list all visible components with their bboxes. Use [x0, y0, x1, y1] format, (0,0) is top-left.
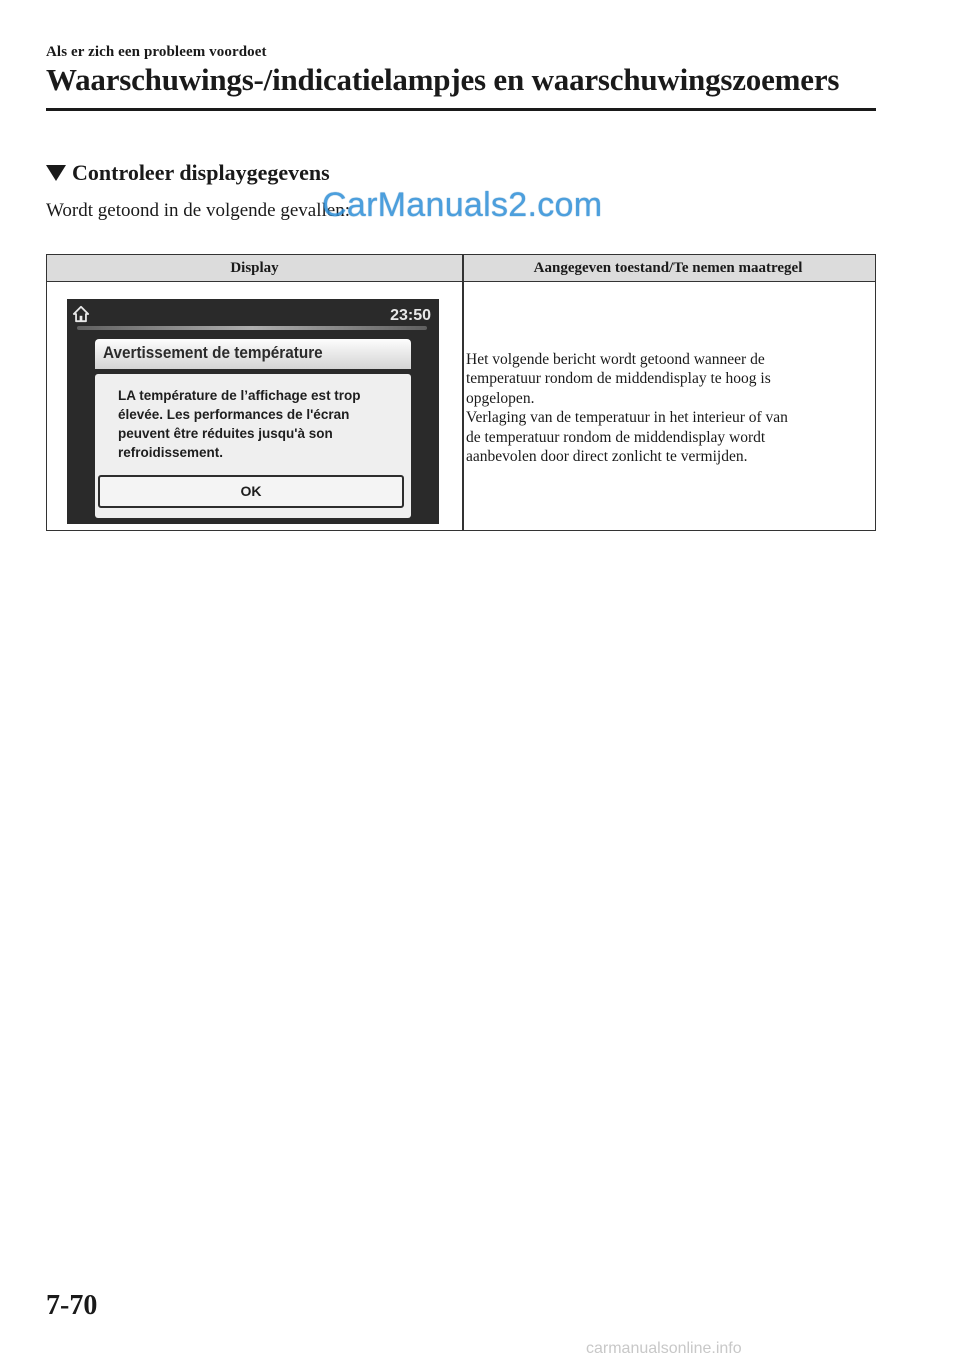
- column-divider: [462, 255, 464, 530]
- description-line: opgelopen.: [466, 389, 535, 407]
- ok-button[interactable]: OK: [98, 475, 404, 508]
- action-description: [466, 350, 861, 466]
- message-line: peuvent être réduites jusqu'à son: [118, 426, 333, 441]
- description-line: temperatuur rondom de middendisplay te hoog is: [466, 370, 771, 388]
- header-action: Aangegeven toestand/Te nemen maatregel: [533, 260, 803, 276]
- message-line: refroidissement.: [118, 445, 224, 460]
- header-rule: [46, 108, 876, 111]
- table-header: [47, 255, 875, 282]
- message-line: LA température de l’affichage est trop: [118, 388, 361, 403]
- subsection-title: Controleer displaygegevens: [72, 160, 330, 185]
- intro-text: Wordt getoond in de volgende gevallen:: [46, 200, 350, 221]
- dialog-body: [95, 374, 411, 518]
- home-icon: [72, 305, 90, 323]
- screen-divider: [77, 326, 427, 330]
- footer-site: carmanualsonline.info: [586, 1340, 742, 1357]
- watermark: CarManuals2.com: [322, 186, 603, 224]
- dialog-title-bar: [95, 339, 411, 369]
- description-line: de temperatuur rondom de middendisplay wordt: [466, 428, 766, 446]
- message-line: élevée. Les performances de l'écran: [118, 407, 350, 422]
- triangle-bullet-icon: [46, 165, 66, 181]
- dialog-message: [118, 386, 408, 462]
- subsection-heading: [46, 160, 330, 186]
- section-name: Als er zich een probleem voordoet: [46, 44, 267, 60]
- display-screenshot: [67, 299, 439, 524]
- description-line: Verlaging van de temperatuur in het interieur of van: [466, 409, 788, 427]
- header-display: Display: [230, 260, 279, 276]
- description-line: aanbevolen door direct zonlicht te vermijden.: [466, 448, 748, 466]
- dialog-title: Avertissement de température: [103, 343, 323, 362]
- clock: 23:50: [390, 307, 431, 324]
- description-line: Het volgende bericht wordt getoond wanneer de: [466, 351, 765, 368]
- page-number: 7-70: [46, 1290, 98, 1321]
- chapter-title: Waarschuwings-/indicatielampjes en waarschuwingszoemers: [46, 62, 840, 97]
